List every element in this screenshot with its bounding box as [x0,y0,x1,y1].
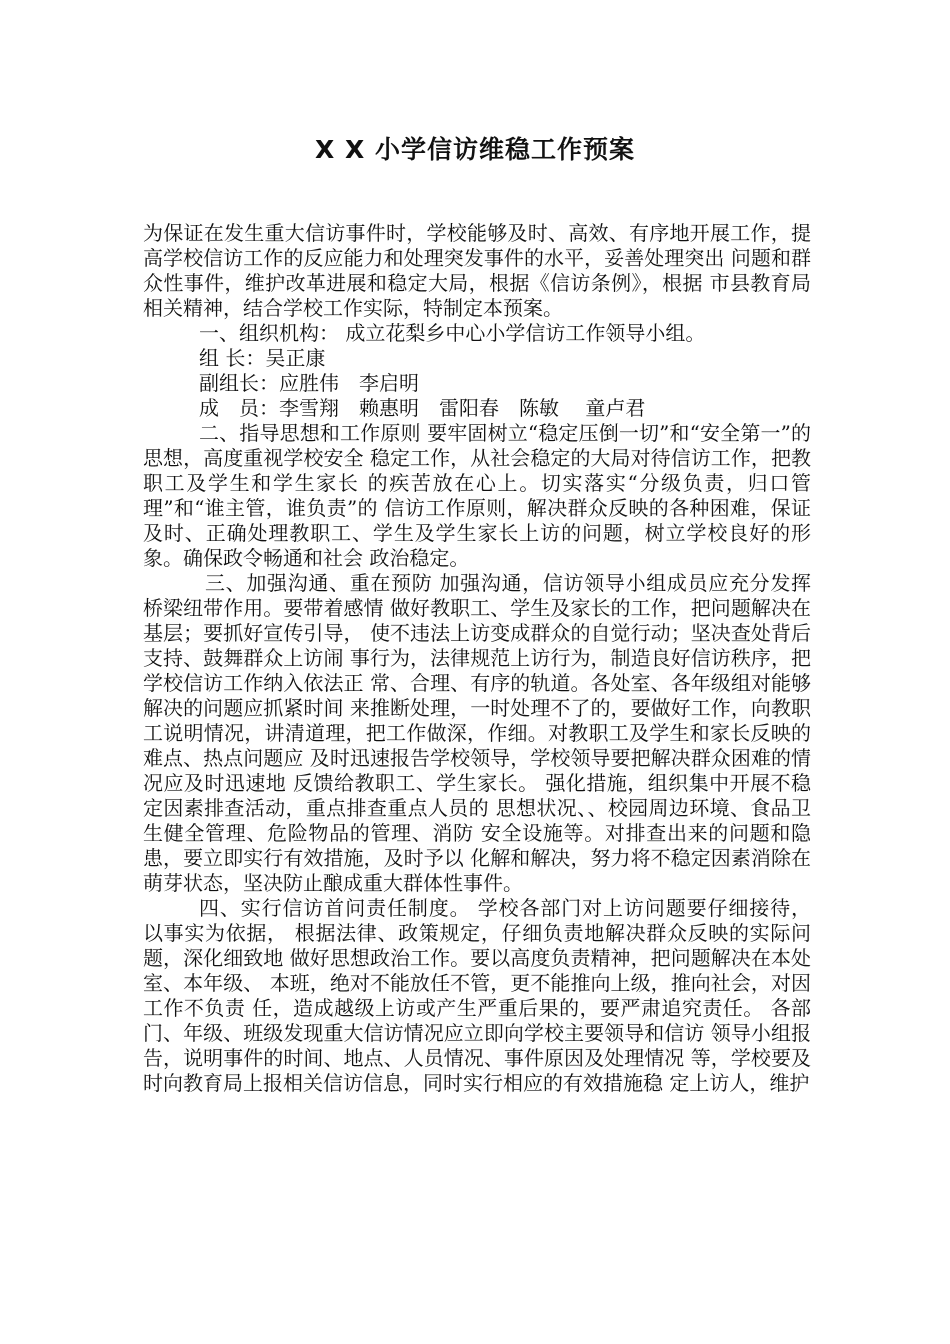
leader-line: 组 长：吴正康 [199,346,326,370]
section-2-paragraph: 二、指导思想和工作原则 要牢固树立“稳定压倒一切”和“安全第一”的思想，高度重视学校安全 稳定工作，从社会稳定的大局对待信访工作，把教职工及学生和学生家长 的疾苦放在心上。切实落实“分级负责，归口管理”和“谁主管，谁负责”的 信访工作原则，解决群众反映的各种困难，保证及时、正确处理教职工、学生及学生家长上访的问题，树立学校良好的形象。确保政令畅通和社会 政治稳定。 [143,421,811,570]
document-body [143,221,811,1096]
section-4-paragraph: 四、实行信访首问责任制度。 学校各部门对上访问题要仔细接待， 以事实为依据， 根据法律、政策规定，仔细负责地解决群众反映的实际问题，深化细致地 做好思想政治工作。要以高度负责精神，把问题解决在本处室、本年级、 本班，绝对不能放任不管，更不能推向上级，推向社会，对因工作不负责 任，造成越级上访或产生严重后果的，要严肃追究责任。 各部门、年级、班级发现重大信访情况应立即向学校主要领导和信访 领导小组报告，说明事件的时间、地点、人员情况、事件原因及处理情况 等，学校要及时向教育局上报相关信访信息，同时实行相应的有效措施稳 定上访人，维护 [143,896,811,1095]
intro-paragraph: 为保证在发生重大信访事件时，学校能够及时、高效、有序地开展工作，提高学校信访工作的反应能力和处理突发事件的水平，妥善处理突出 问题和群众性事件，维护改革进展和稳定大局，根据《信访条例》，根据 市县教育局相关精神，结合学校工作实际，特制定本预案。 [143,221,811,320]
deputy-leader-line: 副组长：应胜伟 李启明 [199,371,419,395]
members-line: 成 员：李雪翔 赖惠明 雷阳春 陈敏 童卢君 [199,396,646,420]
section-3-paragraph: 三、加强沟通、重在预防 加强沟通，信访领导小组成员应充分发挥桥梁纽带作用。要带着感情 做好教职工、学生及家长的工作，把问题解决在基层；要抓好宣传引导， 使不违法上访变成群众的自觉行动；坚决查处背后支持、鼓舞群众上访闹 事行为，法律规范上访行为，制造良好信访秩序，把学校信访工作纳入依法正 常、合理、有序的轨道。各处室、各年级组对能够解决的问题应抓紧时间 来推断处理，一时处理不了的，要做好工作，向教职工说明情况，讲清道理，把工作做深，作细。对教职工及学生和家长反映的难点、热点问题应 及时迅速报告学校领导，学校领导要把解决群众困难的情况应及时迅速地 反馈给教职工、学生家长。 强化措施，组织集中开展不稳定因素排查活动，重点排查重点人员的 思想状况、、校园周边环境、食品卫生健全管理、危险物品的管理、消防 安全设施等。对排查出来的问题和隐患，要立即实行有效措施，及时予以 化解和解决，努力将不稳定因素消除在萌芽状态，坚决防止酿成重大群体性事件。 [143,571,811,895]
section-1-heading: 一、组织机构： 成立花梨乡中心小学信访工作领导小组。 [199,321,706,345]
document-title: X X 小学信访维稳工作预案 [315,135,635,164]
